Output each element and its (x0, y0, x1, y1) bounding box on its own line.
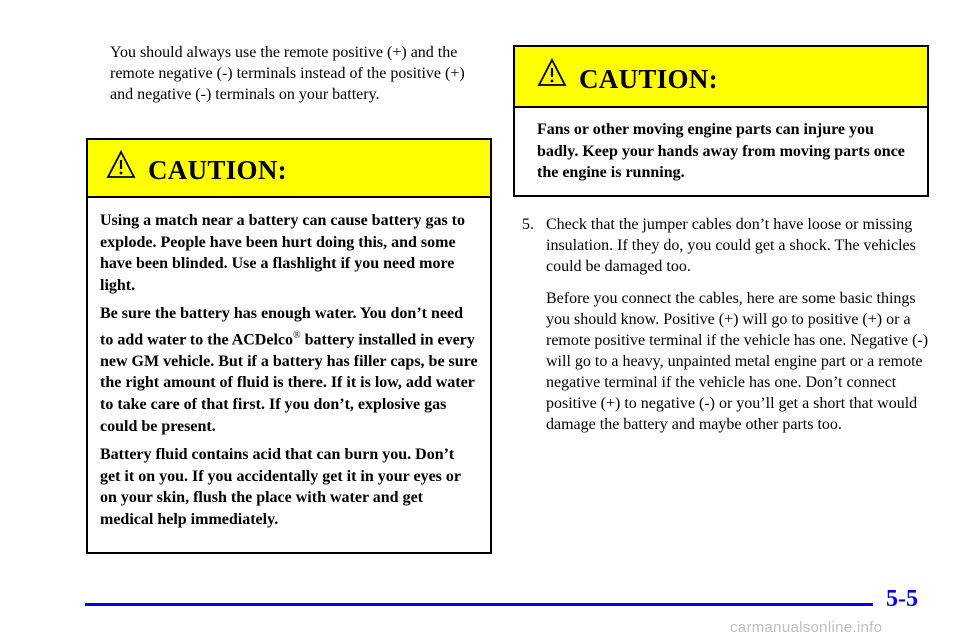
caution-box-battery (86, 138, 492, 554)
step-text: Check that the jumper cables don’t have loose or missing insulation. If they do, you could get a shock. The vehicles could be damaged too. (546, 216, 916, 275)
caution-body (515, 108, 927, 184)
caution-header (515, 47, 927, 108)
caution-title: CAUTION: (579, 64, 718, 94)
page-number: 5-5 (886, 586, 918, 612)
caution-paragraph: Fans or other moving engine parts can injure you badly. Keep your hands away from moving parts once the engine is running. (537, 121, 905, 182)
footer-rule (85, 603, 873, 606)
warning-triangle-icon (537, 58, 567, 88)
warning-triangle-icon (106, 150, 136, 180)
caution-paragraph (100, 303, 478, 437)
caution-body (88, 198, 490, 531)
step-number: 5. (522, 216, 534, 233)
caution-title: CAUTION: (148, 155, 287, 185)
caution-paragraph: Battery fluid contains acid that can burn you. Don’t get it on you. If you accidentally get it in your eyes or on your skin, flush the place with water and get medical help immediately. (100, 446, 461, 529)
intro-paragraph: You should always use the remote positive (+) and the remote negative (-) terminals instead of the positive (+) and negative (-) terminals on your battery. (110, 44, 465, 103)
caution-header (88, 140, 490, 198)
registered-mark: ® (293, 329, 301, 341)
caution-paragraph: Using a match near a battery can cause battery gas to explode. People have been hurt doing this, and some have been blinded. Use a flashlight if you need more light. (100, 212, 465, 294)
watermark: carmanualsonline.info (730, 619, 883, 636)
caution-text: battery installed in every new GM vehicle. But if a battery has filler caps, be sure the right amount of fluid is there. If it is low, add water to take care of that first. If you don’t, explosive gas could be present. (100, 331, 478, 435)
caution-text: Be sure the battery has enough water. You don’t need to add water to the ACDelco (100, 305, 463, 349)
step-text-detail: Before you connect the cables, here are some basic things you should know. Positive (+) will go to positive (+) or a remote positive terminal if the vehicle has one. Negative (-) will go to a heavy, unpainted metal engine part or a remote negative terminal if the vehicle has one. Don’t connect positive (+) to negative (-) or you’ll get a short that would damage the battery and maybe other parts too. (546, 290, 929, 433)
caution-box-fans (513, 45, 929, 197)
step-5 (522, 214, 942, 435)
